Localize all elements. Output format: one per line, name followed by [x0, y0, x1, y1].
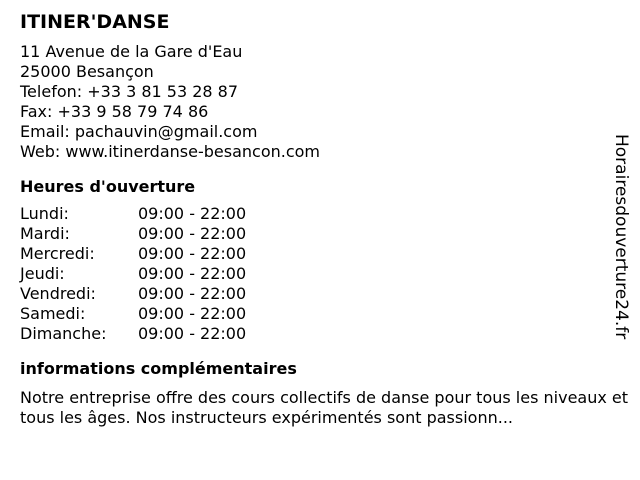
day-label: Vendredi: — [20, 284, 96, 303]
info-description: Notre entreprise offre des cours collectifs de danse pour tous les niveaux et tous les âges. Nos instructeurs expérimentés sont passionn... — [20, 388, 629, 427]
business-name: ITINER'DANSE — [20, 11, 170, 33]
hours-row — [20, 324, 610, 344]
day-label: Lundi: — [20, 204, 69, 223]
hours-row — [20, 204, 610, 224]
email-address: Email: pachauvin@gmail.com — [20, 122, 258, 141]
website-address: Web: www.itinerdanse-besancon.com — [20, 142, 320, 161]
time-range: 09:00 - 22:00 — [138, 324, 247, 343]
hours-row — [20, 264, 610, 284]
hours-row — [20, 284, 610, 304]
address-line-2: 25000 Besançon — [20, 62, 154, 81]
phone-number: Telefon: +33 3 81 53 28 87 — [20, 82, 239, 101]
hours-row — [20, 224, 610, 244]
day-label: Samedi: — [20, 304, 86, 323]
day-label: Mercredi: — [20, 244, 95, 263]
site-watermark: Horairesdouverture24.fr — [611, 134, 631, 340]
day-label: Mardi: — [20, 224, 70, 243]
address-line-1: 11 Avenue de la Gare d'Eau — [20, 42, 243, 61]
time-range: 09:00 - 22:00 — [138, 244, 247, 263]
time-range: 09:00 - 22:00 — [138, 304, 247, 323]
hours-row — [20, 244, 610, 264]
time-range: 09:00 - 22:00 — [138, 264, 247, 283]
hours-heading: Heures d'ouverture — [20, 177, 196, 196]
day-label: Dimanche: — [20, 324, 107, 343]
hours-table — [20, 204, 610, 344]
time-range: 09:00 - 22:00 — [138, 284, 247, 303]
fax-number: Fax: +33 9 58 79 74 86 — [20, 102, 209, 121]
info-heading: informations complémentaires — [20, 359, 297, 378]
hours-row — [20, 304, 610, 324]
day-label: Jeudi: — [20, 264, 65, 283]
time-range: 09:00 - 22:00 — [138, 204, 247, 223]
time-range: 09:00 - 22:00 — [138, 224, 247, 243]
